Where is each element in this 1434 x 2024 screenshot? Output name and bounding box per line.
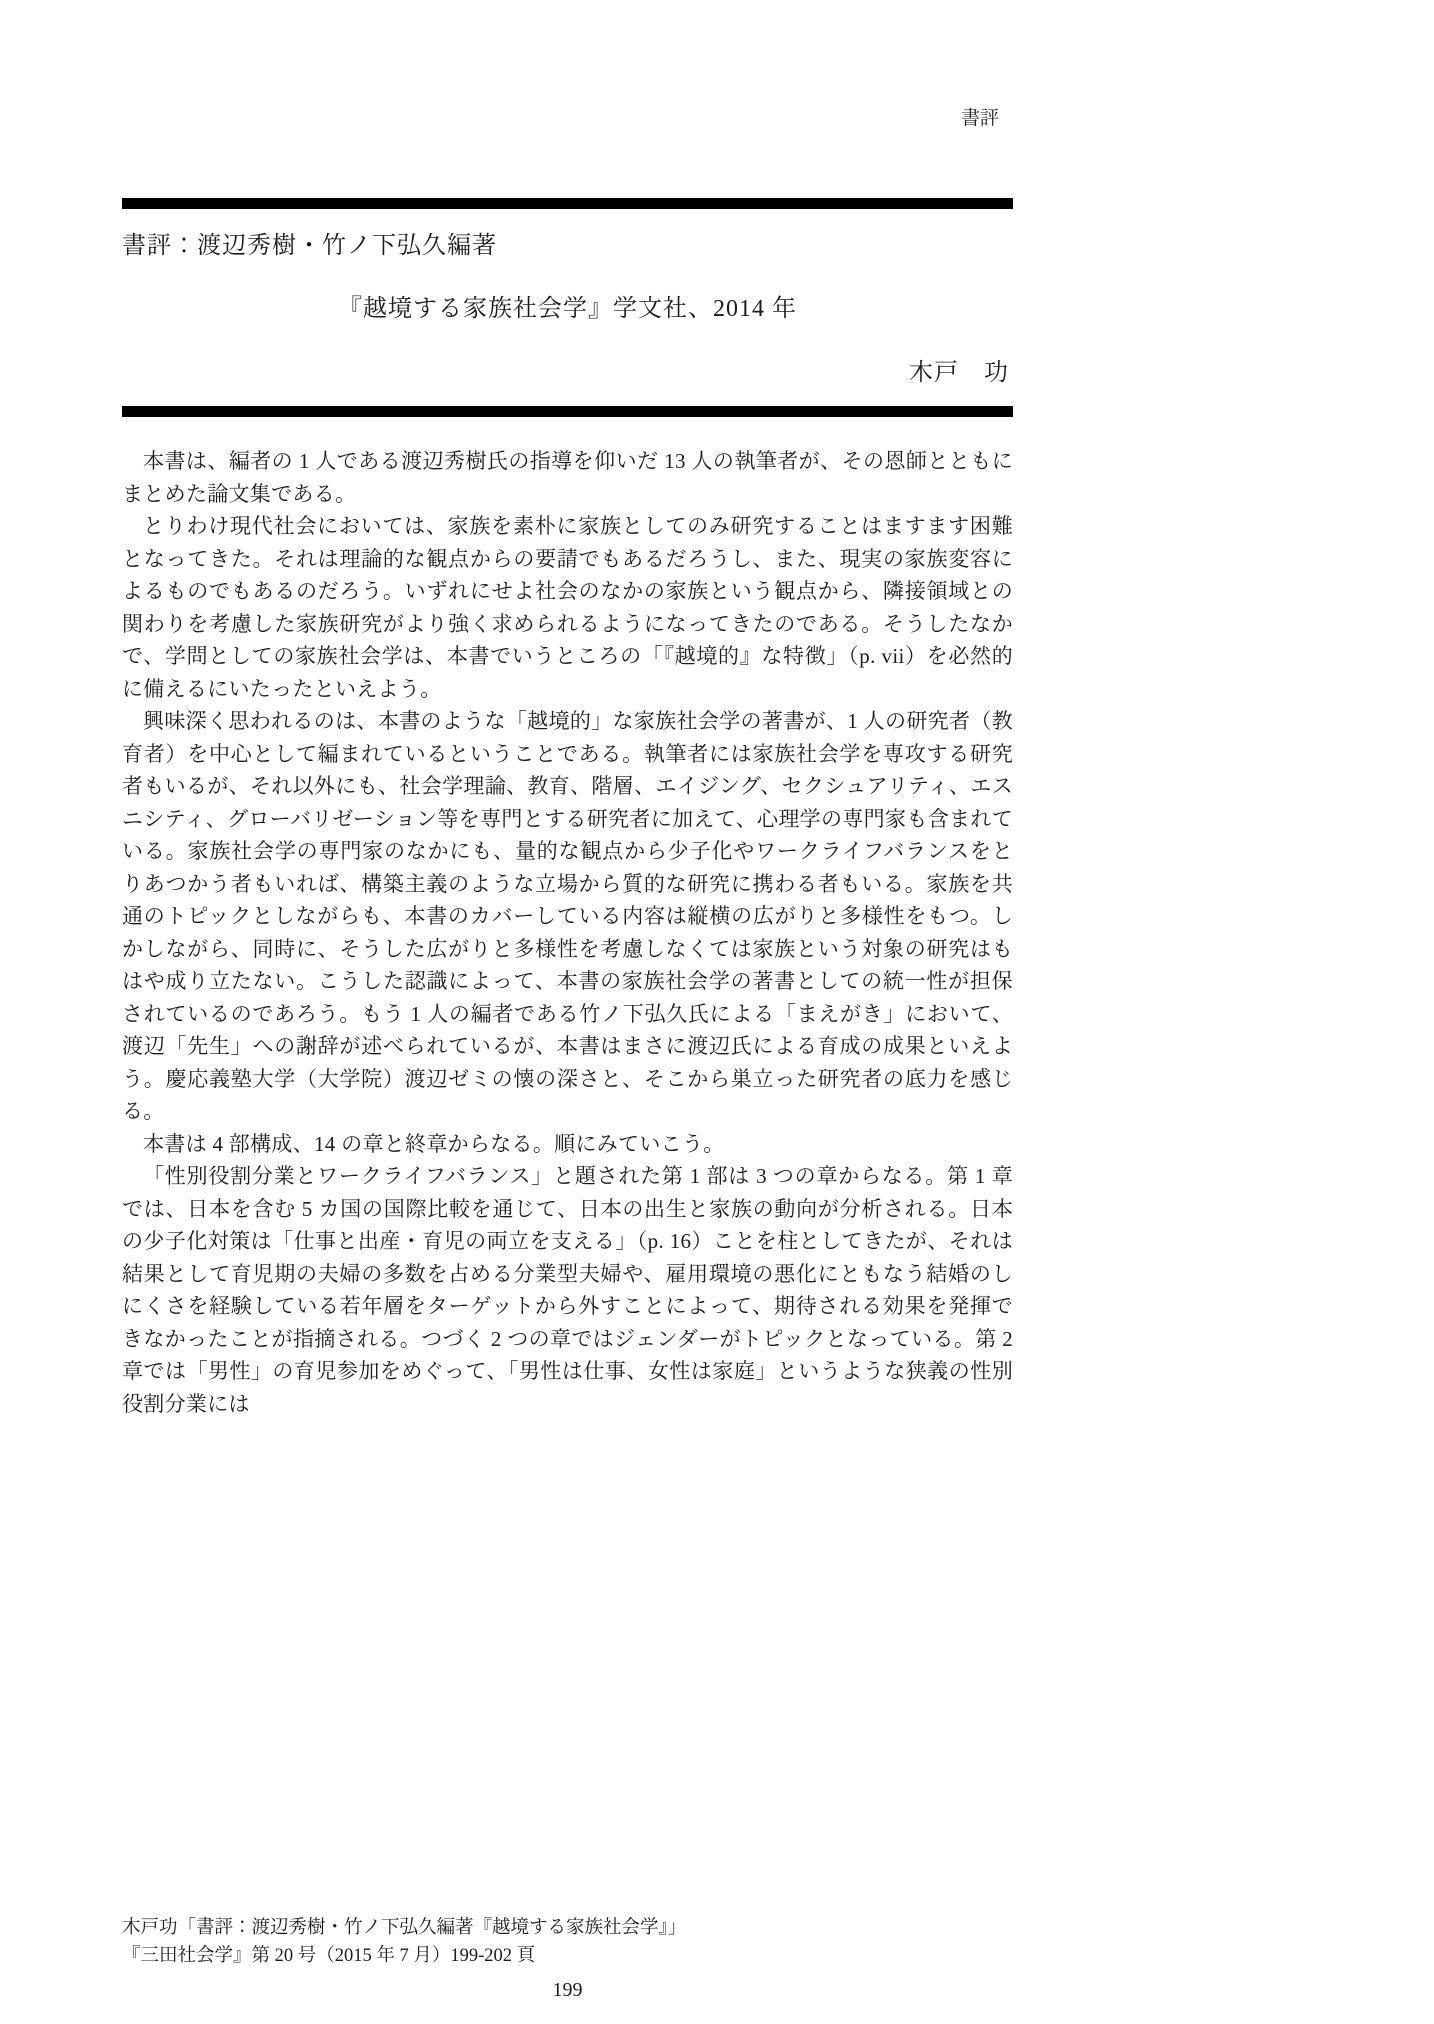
paragraph-1: 本書は、編者の 1 人である渡辺秀樹氏の指導を仰いだ 13 人の執筆者が、その恩師とともにまとめた論文集である。 bbox=[122, 449, 1013, 506]
review-title: 書評：渡辺秀樹・竹ノ下弘久編著 bbox=[122, 233, 497, 259]
paragraph-3: 興味深く思われるのは、本書のような「越境的」な家族社会学の著書が、1 人の研究者（教育者）を中心として編まれているということである。執筆者には家族社会学を専攻する研究者もいるが、それ以外にも、社会学理論、教育、階層、エイジング、セクシュアリティ、エスニシティ、グローバリゼーション等を専門とする研究者に加えて、心理学の専門家も含まれている。家族社会学の専門家のなかにも、量的な観点から少子化やワークライフバランスをとりあつかう者もいれば、構築主義のような立場から質的な研究に携わる者もいる。家族を共通のトピックとしながらも、本書のカバーしている内容は縦横の広がりと多様性をもつ。しかしながら、同時に、そうした広がりと多様性を考慮しなくては家族という対象の研究はもはや成り立たない。こうした認識によって、本書の家族社会学の著書としての統一性が担保されているのであろう。もう 1 人の編者である竹ノ下弘久氏による「まえがき」において、渡辺「先生」への謝辞が述べられているが、本書はまさに渡辺氏による育成の成果といえよう。慶応義塾大学（大学院）渡辺ゼミの懐の深さと、そこから巣立った研究者の底力を感じる。 bbox=[122, 709, 1013, 1123]
author-name: 木戸 功 bbox=[909, 360, 1009, 386]
top-rule bbox=[122, 198, 1013, 209]
paragraph-4: 本書は 4 部構成、14 の章と終章からなる。順にみていこう。 bbox=[143, 1131, 725, 1156]
footnote-line-2: 『三田社会学』第 20 号（2015 年 7 月）199-202 頁 bbox=[122, 1946, 536, 1966]
body-text bbox=[122, 445, 1013, 1420]
footnote-line-1: 木戸功「書評：渡辺秀樹・竹ノ下弘久編著『越境する家族社会学』」 bbox=[122, 1918, 687, 1938]
page-number: 199 bbox=[552, 1979, 583, 2001]
paragraph-2: とりわけ現代社会においては、家族を素朴に家族としてのみ研究することはますます困難となってきた。それは理論的な観点からの要請でもあるだろうし、また、現実の家族変容によるものでもあるのだろう。いずれにせよ社会のなかの家族という観点から、隣接領域との関わりを考慮した家族研究がより強く求められるようになってきたのである。そうしたなかで、学問としての家族社会学は、本書でいうところの「『越境的』な特徴」（p. vii）を必然的に備えるにいたったといえよう。 bbox=[122, 514, 1013, 701]
content-column bbox=[122, 0, 1013, 1420]
bottom-rule bbox=[122, 406, 1013, 417]
paragraph-5: 「性別役割分業とワークライフバランス」と題された第 1 部は 3 つの章からなる。第 1 章では、日本を含む 5 カ国の国際比較を通じて、日本の出生と家族の動向が分析される。日本の少子化対策は「仕事と出産・育児の両立を支える」（p. 16）ことを柱としてきたが、それは結果として育児期の夫婦の多数を占める分業型夫婦や、雇用環境の悪化にともなう結婚のしにくさを経験している若年層をターゲットから外すことによって、期待される効果を発揮できなかったことが指摘される。つづく 2 つの章ではジェンダーがトピックとなっている。第 2 章では「男性」の育児参加をめぐって、「男性は仕事、女性は家庭」というような狭義の性別役割分業には bbox=[122, 1164, 1013, 1416]
running-head: 書評 bbox=[960, 108, 999, 129]
book-title-line: 『越境する家族社会学』学文社、2014 年 bbox=[338, 296, 797, 322]
citation-footnote bbox=[122, 1914, 1013, 1970]
